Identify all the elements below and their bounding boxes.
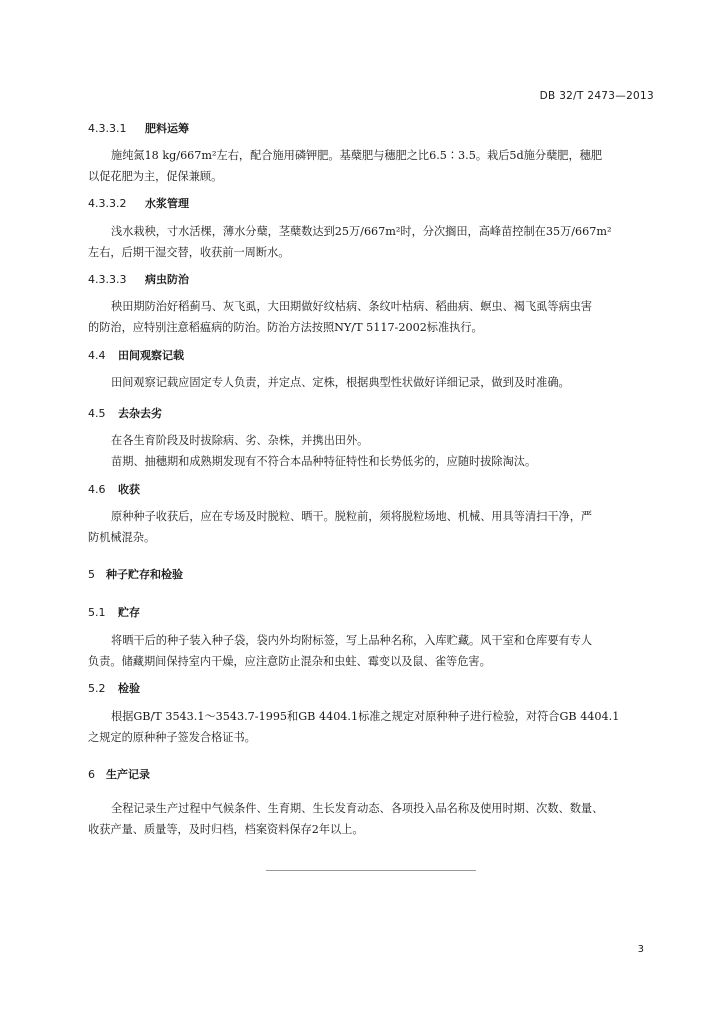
section-number: 4.3.3.1	[88, 122, 127, 135]
section-title: 种子贮存和检验	[106, 568, 183, 581]
section-heading-4-5	[88, 405, 162, 421]
section-number: 6	[88, 768, 95, 781]
end-of-document-rule	[266, 870, 476, 871]
section-heading-6	[88, 766, 150, 782]
paragraph-line: 浅水栽秧，寸水活棵，薄水分蘖，茎蘖数达到25万/667m²时，分次搁田，高峰苗控制在35万/667m²	[111, 225, 612, 238]
paragraph-line: 左右，后期干湿交替，收获前一周断水。	[88, 246, 290, 259]
section-number: 4.6	[88, 483, 106, 496]
section-heading-4-6	[88, 481, 140, 497]
section-title: 贮存	[118, 606, 140, 619]
section-heading-4-3-3-1	[88, 120, 189, 136]
paragraph-line: 负责。储藏期间保持室内干燥，应注意防止混杂和虫蛀、霉变以及鼠、雀等危害。	[88, 655, 491, 668]
paragraph-line: 将晒干后的种子装入种子袋，袋内外均附标签，写上品种名称，入库贮藏。风干室和仓库要有专人	[111, 634, 593, 647]
section-heading-5-2	[88, 680, 140, 696]
section-number: 4.4	[88, 349, 106, 362]
paragraph-line: 的防治，应特别注意稻瘟病的防治。防治方法按照NY/T 5117-2002标准执行。	[88, 321, 483, 334]
section-number: 4.5	[88, 407, 106, 420]
paragraph-line: 田间观察记载应固定专人负责，并定点、定株，根据典型性状做好详细记录，做到及时准确。	[111, 376, 570, 389]
section-title: 生产记录	[106, 768, 150, 781]
section-number: 4.3.3.3	[88, 273, 127, 286]
paragraph-line: 根据GB/T 3543.1～3543.7-1995和GB 4404.1标准之规定对原种种子进行检验，对符合GB 4404.1	[111, 710, 620, 723]
paragraph-line: 施纯氮18 kg/667m²左右，配合施用磷钾肥。基蘖肥与穗肥之比6.5∶3.5。栽后5d施分蘖肥，穗肥	[111, 149, 603, 162]
section-heading-4-3-3-3	[88, 271, 189, 287]
section-title: 检验	[118, 682, 140, 695]
section-heading-4-3-3-2	[88, 195, 189, 211]
section-heading-5	[88, 566, 183, 582]
standard-code: DB 32/T 2473—2013	[539, 90, 654, 102]
paragraph-line: 防机械混杂。	[88, 531, 156, 544]
section-title: 田间观察记载	[118, 349, 184, 362]
paragraph-line: 以促花肥为主，促保兼顾。	[88, 170, 223, 183]
section-title: 病虫防治	[145, 273, 189, 286]
section-number: 4.3.3.2	[88, 197, 127, 210]
paragraph-line: 原种种子收获后，应在专场及时脱粒、晒干。脱粒前，须将脱粒场地、机械、用具等清扫干净，严	[111, 510, 593, 523]
section-title: 收获	[118, 483, 140, 496]
section-number: 5	[88, 568, 95, 581]
section-heading-5-1	[88, 604, 140, 620]
section-title: 水浆管理	[145, 197, 189, 210]
section-title: 去杂去劣	[118, 407, 162, 420]
section-number: 5.1	[88, 606, 106, 619]
section-title: 肥料运筹	[145, 122, 189, 135]
paragraph-line: 秧田期防治好稻蓟马、灰飞虱，大田期做好纹枯病、条纹叶枯病、稻曲病、螟虫、褐飞虱等病虫害	[111, 300, 593, 313]
paragraph-line: 全程记录生产过程中气候条件、生育期、生长发育动态、各项投入品名称及使用时期、次数、数量、	[111, 802, 604, 815]
paragraph-line: 之规定的原种种子签发合格证书。	[88, 731, 256, 744]
section-number: 5.2	[88, 682, 106, 695]
paragraph-line: 在各生育阶段及时拔除病、劣、杂株，并携出田外。	[111, 434, 369, 447]
paragraph-line: 苗期、抽穗期和成熟期发现有不符合本品种特征特性和长势低劣的，应随时拔除淘汰。	[111, 455, 537, 468]
paragraph-line: 收获产量、质量等，及时归档，档案资料保存2年以上。	[88, 823, 364, 836]
section-heading-4-4	[88, 347, 184, 363]
page-number: 3	[637, 944, 644, 955]
